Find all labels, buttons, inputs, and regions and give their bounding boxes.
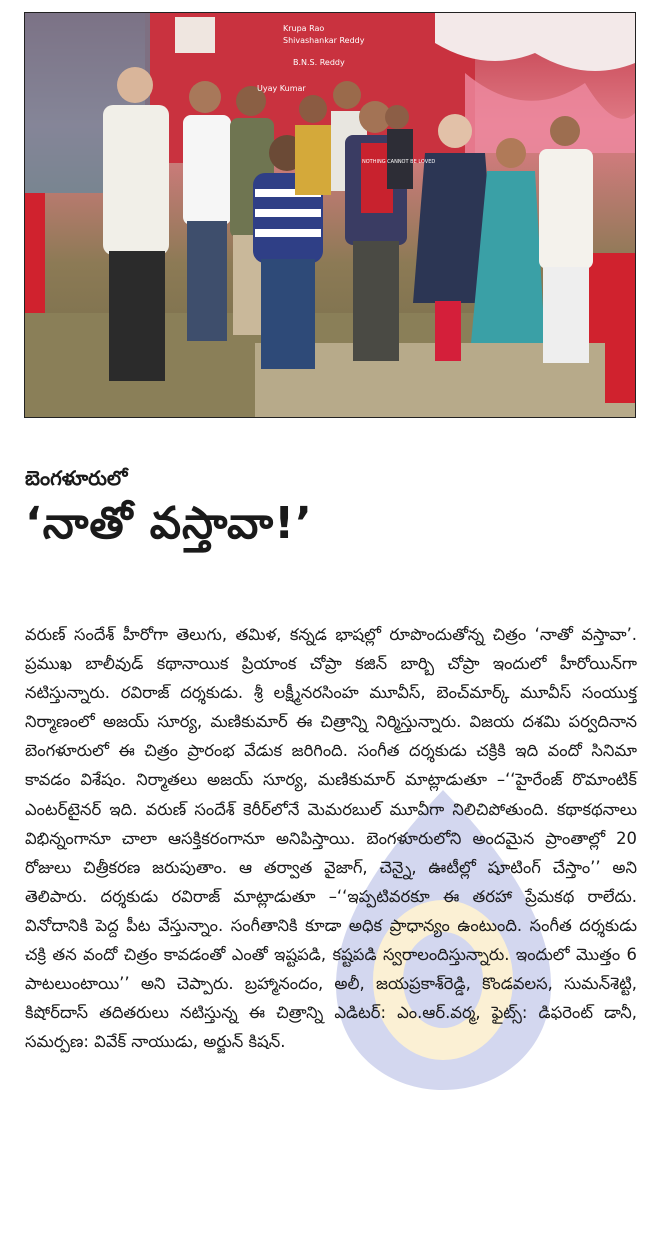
banner-line-1: Uyay Kumar <box>257 84 306 93</box>
event-photo <box>24 12 636 418</box>
tshirt-print: NOTHING CANNOT BE LOVED <box>362 159 436 165</box>
event-photo-illustration <box>25 13 635 417</box>
headline: ‘నాతో వస్తావా!’ <box>25 498 313 549</box>
banner-line-4: Krupa Rao <box>283 24 325 33</box>
banner-line-2: Shivashankar Reddy <box>283 36 365 45</box>
kicker: బెంగళూరులో <box>25 466 128 490</box>
banner-line-3: B.N.S. Reddy <box>293 58 345 67</box>
article-body: వరుణ్ సందేశ్ హీరోగా తెలుగు, తమిళ, కన్నడ భాషల్లో రూపొందుతోన్న చిత్రం ‘నాతో వస్తావా’. ప్రముఖ బాలీవుడ్ కథానాయిక ప్రియాంక చోప్రా కజిన్ బార్బి చోప్రా ఇందులో హీరోయిన్‌గా నటిస్తున్నారు. రవిరాజ్ దర్శకుడు. శ్రీ లక్ష్మీనరసింహ మూవీస్, బెంచ్‌మార్క్ మూవీస్ సంయుక్త నిర్మాణంలో అజయ్ సూర్య, మణికుమార్ ఈ చిత్రాన్ని నిర్మిస్తున్నారు. విజయ దశమి పర్వదినాన బెంగళూరులో ఈ చిత్రం ప్రారంభ వేడుక జరిగింది. సంగీత దర్శకుడు చక్రికి ఇది వందో సినిమా కావడం విశేషం. నిర్మాతలు అజయ్ సూర్య, మణికుమార్ మాట్లాడుతూ –‘‘హైరేంజ్ రొమాంటిక్ ఎంటర్‌టైనర్ ఇది. వరుణ్ సందేశ్ కెరీర్‌లోనే మెమరబుల్ మూవీగా నిలిచిపోతుంది. కథాకథనాలు విభిన్నంగానూ చాలా ఆసక్తికరంగానూ అనిపిస్తాయి. బెంగళూరులోని అందమైన ప్రాంతాల్లో 20 రోజులు చిత్రీకరణ జరుపుతాం. ఆ తర్వాత వైజాగ్, చెన్నై, ఊటీల్లో షూటింగ్ చేస్తాం’’ అని తెలిపారు. దర్శకుడు రవిరాజ్ మాట్లాడుతూ –‘‘ఇప్పటివరకూ ఈ తరహా ప్రేమకథ రాలేదు. వినోదానికి పెద్ద పీట వేస్తున్నాం. సంగీతానికి కూడా అధిక ప్రాధాన్యం ఉంటుంది. సంగీత దర్శకుడు చక్రి తన వందో చిత్రం కావడంతో ఎంతో ఇష్టపడి, కష్టపడి స్వరాలందిస్తున్నారు. ఇందులో మొత్తం 6 పాటలుంటాయి’’ అని చెప్పారు. బ్రహ్మానందం, అలీ, జయప్రకాశ్‌రెడ్డి, కొండవలస, సుమన్‌శెట్టి, కిషోర్‌దాస్ తదితరులు నటిస్తున్న ఈ చిత్రాన్ని ఎడిటర్: ఎం.ఆర్.వర్మ, ఫైట్స్: డిఫరెంట్ డానీ, సమర్పణ: వివేక్ నాయుడు, అర్జున్ కిషన్. <box>25 625 637 1052</box>
